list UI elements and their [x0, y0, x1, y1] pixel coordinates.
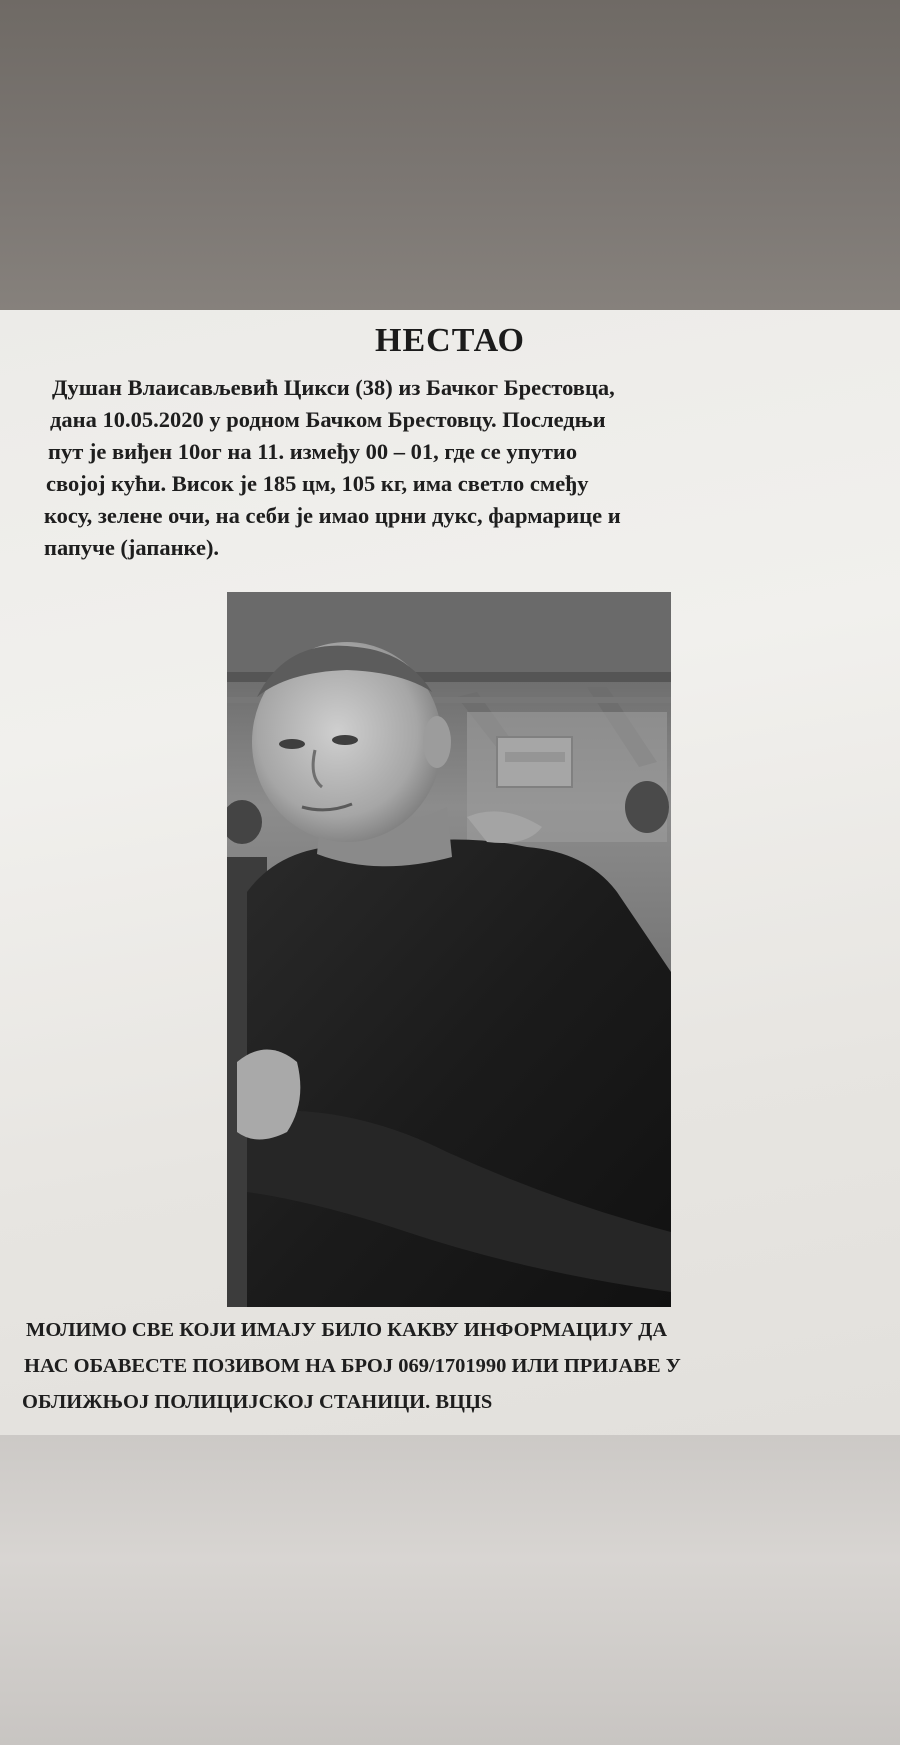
- description-line: дана 10.05.2020 у родном Бачком Брестовцу. Последњи: [50, 407, 606, 432]
- description-line: папуче (јапанке).: [44, 535, 220, 560]
- top-background-band: [0, 0, 900, 310]
- description-line: пут је виђен 10ог на 11. између 00 – 01, где се упутио: [48, 439, 578, 464]
- bottom-background-band: [0, 1435, 900, 1745]
- poster-title: НЕСТАО: [375, 322, 525, 359]
- description-line: Душан Влаисављевић Цикси (38) из Бачког Брестовца,: [52, 375, 615, 400]
- missing-person-photo: [227, 592, 671, 1307]
- contact-appeal: [16, 1312, 876, 1420]
- appeal-line: ОБЛИЖЊОЈ ПОЛИЦИЈСКОЈ СТАНИЦИ. ВЦЏS: [22, 1391, 493, 1413]
- description-line: косу, зелене очи, на себи је имао црни дукс, фармарице и: [44, 503, 621, 528]
- appeal-line: НАС ОБАВЕСТЕ ПОЗИВОМ НА БРОЈ 069/1701990 ИЛИ ПРИЈАВЕ У: [24, 1355, 681, 1377]
- poster-description: [44, 372, 849, 564]
- description-line: својој кући. Висок је 185 цм, 105 кг, има светло смеђу: [46, 471, 589, 496]
- appeal-line: МОЛИМО СВЕ КОЈИ ИМАЈУ БИЛО КАКВУ ИНФОРМАЦИЈУ ДА: [26, 1319, 668, 1341]
